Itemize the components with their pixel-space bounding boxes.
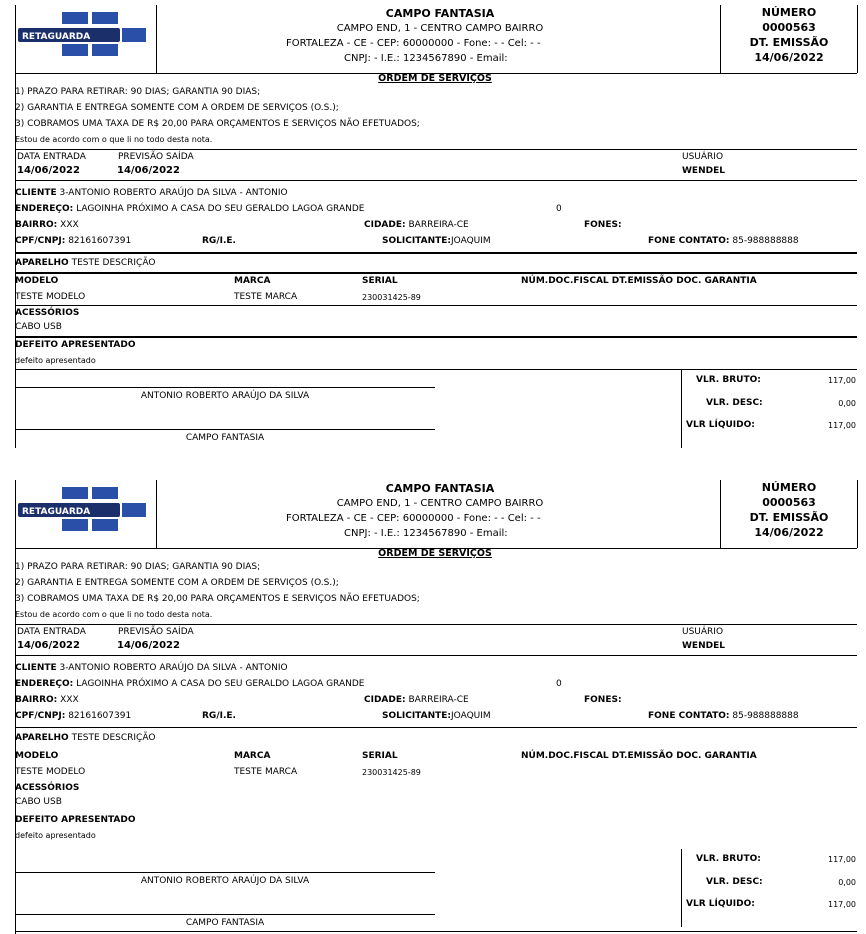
accessories-bottom-rule bbox=[15, 336, 857, 338]
serial-label: SERIAL bbox=[362, 751, 398, 761]
acessorios-label: ACESSÓRIOS bbox=[15, 308, 80, 318]
emission-date: 14/06/2022 bbox=[754, 51, 824, 64]
defect-bottom-rule bbox=[15, 369, 857, 370]
saida-date: 14/06/2022 bbox=[117, 640, 180, 651]
client-signature-line bbox=[15, 872, 435, 873]
cpf-value: 82161607391 bbox=[68, 236, 132, 246]
bairro-label: BAIRRO: bbox=[15, 220, 58, 230]
frame-right-border bbox=[857, 480, 858, 548]
cliente-label: CLIENTE bbox=[15, 663, 57, 673]
entrada-date: 14/06/2022 bbox=[17, 640, 80, 651]
marca-value: TESTE MARCA bbox=[234, 292, 298, 302]
solicitante-label: SOLICITANTE: bbox=[382, 236, 451, 246]
cliente-value: 3-ANTONIO ROBERTO ARAÚJO DA SILVA - ANTONIO bbox=[59, 188, 288, 198]
usuario-name: WENDEL bbox=[682, 166, 725, 176]
cidade-value: BARREIRA-CE bbox=[408, 695, 469, 705]
liquido-label: VLR LÍQUIDO: bbox=[686, 420, 755, 430]
retaguarda-logo bbox=[16, 483, 148, 537]
header-divider-right bbox=[720, 480, 721, 548]
endereco-number: 0 bbox=[556, 204, 562, 214]
serial-label: SERIAL bbox=[362, 276, 398, 286]
bruto-label: VLR. BRUTO: bbox=[696, 854, 761, 864]
bruto-value: 117,00 bbox=[828, 376, 856, 385]
modelo-label: MODELO bbox=[15, 751, 59, 761]
company-signature-line bbox=[15, 429, 435, 430]
company-city-phone: FORTALEZA - CE - CEP: 60000000 - Fone: - - Cel: - - bbox=[286, 38, 541, 49]
company-signature-line bbox=[15, 914, 435, 915]
marca-label: MARCA bbox=[234, 751, 271, 761]
desc-value: 0,00 bbox=[838, 878, 856, 887]
marca-value: TESTE MARCA bbox=[234, 767, 298, 777]
fones-label: FONES: bbox=[584, 220, 622, 230]
rg-label: RG/I.E. bbox=[202, 236, 236, 246]
header-divider-left bbox=[156, 5, 157, 73]
company-address: CAMPO END, 1 - CENTRO CAMPO BAIRRO bbox=[336, 23, 544, 34]
bruto-label: VLR. BRUTO: bbox=[696, 375, 761, 385]
bruto-value: 117,00 bbox=[828, 855, 856, 864]
marca-label: MARCA bbox=[234, 276, 271, 286]
svg-text:RETAGUARDA: RETAGUARDA bbox=[22, 32, 91, 42]
endereco-number: 0 bbox=[556, 679, 562, 689]
company-name: CAMPO FANTASIA bbox=[385, 482, 495, 495]
emissao-doc-label: DT.EMISSÃO DOC. bbox=[611, 751, 702, 761]
endereco-value: LAGOINHA PRÓXIMO A CASA DO SEU GERALDO LAGOA GRANDE bbox=[76, 679, 365, 689]
device-bottom-rule bbox=[15, 305, 857, 306]
endereco-value: LAGOINHA PRÓXIMO A CASA DO SEU GERALDO LAGOA GRANDE bbox=[76, 204, 365, 214]
client-signature-line bbox=[15, 387, 435, 388]
emission-date: 14/06/2022 bbox=[754, 526, 824, 539]
aparelho-label: APARELHO bbox=[15, 733, 69, 743]
docfiscal-label: NÚM.DOC.FISCAL bbox=[521, 751, 609, 761]
document-title: ORDEM DE SERVIÇOS bbox=[378, 548, 492, 559]
frame-bottom-border bbox=[15, 931, 857, 932]
order-number: 0000563 bbox=[762, 496, 816, 509]
header-divider-left bbox=[156, 480, 157, 548]
fones-label: FONES: bbox=[584, 695, 622, 705]
modelo-value: TESTE MODELO bbox=[15, 292, 86, 302]
terms-bottom-rule bbox=[15, 149, 857, 150]
term-1: 1) PRAZO PARA RETIRAR: 90 DIAS; GARANTIA 90 DIAS; bbox=[15, 87, 261, 97]
endereco-label: ENDEREÇO: bbox=[15, 204, 74, 214]
header-divider-right bbox=[720, 5, 721, 73]
cidade-value: BARREIRA-CE bbox=[408, 220, 469, 230]
acessorios-value: CABO USB bbox=[15, 322, 62, 332]
defeito-value: defeito apresentado bbox=[15, 356, 96, 365]
client-signature-name: ANTONIO ROBERTO ARAÚJO DA SILVA bbox=[140, 876, 310, 886]
dates-bottom-rule bbox=[15, 180, 857, 181]
emission-label: DT. EMISSÃO bbox=[749, 36, 829, 49]
rg-label: RG/I.E. bbox=[202, 711, 236, 721]
emission-label: DT. EMISSÃO bbox=[749, 511, 829, 524]
term-2: 2) GARANTIA E ENTREGA SOMENTE COM A ORDEM DE SERVIÇOS (O.S.); bbox=[15, 578, 339, 588]
solicitante-label: SOLICITANTE: bbox=[382, 711, 451, 721]
entrada-label: DATA ENTRADA bbox=[17, 152, 86, 162]
emissao-doc-label: DT.EMISSÃO DOC. bbox=[611, 276, 702, 286]
fone-contato-label: FONE CONTATO: bbox=[648, 711, 730, 721]
saida-label: PREVISÃO SAÍDA bbox=[118, 152, 194, 162]
terms-bottom-rule bbox=[15, 624, 857, 625]
cidade-label: CIDADE: bbox=[364, 695, 406, 705]
fone-contato-label: FONE CONTATO: bbox=[648, 236, 730, 246]
defeito-label: DEFEITO APRESENTADO bbox=[15, 815, 136, 825]
bairro-value: XXX bbox=[60, 220, 79, 230]
fone-contato-value: 85-988888888 bbox=[732, 711, 799, 721]
totals-divider bbox=[681, 849, 682, 927]
cliente-label: CLIENTE bbox=[15, 188, 57, 198]
company-signature-name: CAMPO FANTASIA bbox=[185, 433, 265, 443]
bairro-label: BAIRRO: bbox=[15, 695, 58, 705]
svg-text:RETAGUARDA: RETAGUARDA bbox=[22, 507, 91, 517]
cpf-label: CPF/CNPJ: bbox=[15, 236, 66, 246]
frame-right-border bbox=[857, 5, 858, 73]
defeito-value: defeito apresentado bbox=[15, 831, 96, 840]
entrada-date: 14/06/2022 bbox=[17, 165, 80, 176]
modelo-label: MODELO bbox=[15, 276, 59, 286]
dates-bottom-rule bbox=[15, 655, 857, 656]
desc-value: 0,00 bbox=[838, 399, 856, 408]
term-3: 3) COBRAMOS UMA TAXA DE R$ 20,00 PARA ORÇAMENTOS E SERVIÇOS NÃO EFETUADOS; bbox=[15, 594, 420, 604]
order-number: 0000563 bbox=[762, 21, 816, 34]
numero-label: NÚMERO bbox=[761, 6, 817, 19]
solicitante-value: JOAQUIM bbox=[451, 711, 491, 721]
garantia-label: GARANTIA bbox=[704, 276, 757, 286]
company-cnpj: CNPJ: - I.E.: 1234567890 - Email: bbox=[344, 53, 508, 64]
company-address: CAMPO END, 1 - CENTRO CAMPO BAIRRO bbox=[336, 498, 544, 509]
aparelho-label: APARELHO bbox=[15, 258, 69, 268]
cliente-value: 3-ANTONIO ROBERTO ARAÚJO DA SILVA - ANTONIO bbox=[59, 663, 288, 673]
client-bottom-rule bbox=[15, 252, 857, 254]
company-name: CAMPO FANTASIA bbox=[385, 7, 495, 20]
defeito-label: DEFEITO APRESENTADO bbox=[15, 340, 136, 350]
liquido-value: 117,00 bbox=[828, 900, 856, 909]
term-3: 3) COBRAMOS UMA TAXA DE R$ 20,00 PARA ORÇAMENTOS E SERVIÇOS NÃO EFETUADOS; bbox=[15, 119, 420, 129]
saida-label: PREVISÃO SAÍDA bbox=[118, 627, 194, 637]
term-1: 1) PRAZO PARA RETIRAR: 90 DIAS; GARANTIA 90 DIAS; bbox=[15, 562, 261, 572]
garantia-label: GARANTIA bbox=[704, 751, 757, 761]
usuario-label: USUÁRIO bbox=[682, 627, 724, 637]
agreement-text: Estou de acordo com o que li no todo desta nota. bbox=[15, 610, 213, 619]
client-bottom-rule bbox=[15, 727, 857, 728]
acessorios-value: CABO USB bbox=[15, 797, 62, 807]
entrada-label: DATA ENTRADA bbox=[17, 627, 86, 637]
bairro-value: XXX bbox=[60, 695, 79, 705]
cpf-value: 82161607391 bbox=[68, 711, 132, 721]
usuario-name: WENDEL bbox=[682, 641, 725, 651]
company-cnpj: CNPJ: - I.E.: 1234567890 - Email: bbox=[344, 528, 508, 539]
company-signature-name: CAMPO FANTASIA bbox=[185, 918, 265, 928]
service-order-copy bbox=[0, 0, 866, 448]
desc-label: VLR. DESC: bbox=[706, 877, 763, 887]
liquido-label: VLR LÍQUIDO: bbox=[686, 899, 755, 909]
endereco-label: ENDEREÇO: bbox=[15, 679, 74, 689]
cidade-label: CIDADE: bbox=[364, 220, 406, 230]
serial-value: 230031425-89 bbox=[362, 768, 421, 777]
aparelho-value: TESTE DESCRIÇÃO bbox=[71, 733, 156, 743]
service-order-copy bbox=[0, 475, 866, 934]
fone-contato-value: 85-988888888 bbox=[732, 236, 799, 246]
aparelho-bottom-rule bbox=[15, 272, 857, 274]
aparelho-value: TESTE DESCRIÇÃO bbox=[71, 258, 156, 268]
serial-value: 230031425-89 bbox=[362, 293, 421, 302]
company-city-phone: FORTALEZA - CE - CEP: 60000000 - Fone: - - Cel: - - bbox=[286, 513, 541, 524]
modelo-value: TESTE MODELO bbox=[15, 767, 86, 777]
document-title: ORDEM DE SERVIÇOS bbox=[378, 73, 492, 84]
totals-divider bbox=[681, 370, 682, 448]
cpf-label: CPF/CNPJ: bbox=[15, 711, 66, 721]
agreement-text: Estou de acordo com o que li no todo desta nota. bbox=[15, 135, 213, 144]
term-2: 2) GARANTIA E ENTREGA SOMENTE COM A ORDEM DE SERVIÇOS (O.S.); bbox=[15, 103, 339, 113]
client-signature-name: ANTONIO ROBERTO ARAÚJO DA SILVA bbox=[140, 391, 310, 401]
acessorios-label: ACESSÓRIOS bbox=[15, 783, 80, 793]
saida-date: 14/06/2022 bbox=[117, 165, 180, 176]
usuario-label: USUÁRIO bbox=[682, 152, 724, 162]
liquido-value: 117,00 bbox=[828, 421, 856, 430]
retaguarda-logo bbox=[16, 8, 148, 62]
numero-label: NÚMERO bbox=[761, 481, 817, 494]
desc-label: VLR. DESC: bbox=[706, 398, 763, 408]
solicitante-value: JOAQUIM bbox=[451, 236, 491, 246]
docfiscal-label: NÚM.DOC.FISCAL bbox=[521, 276, 609, 286]
